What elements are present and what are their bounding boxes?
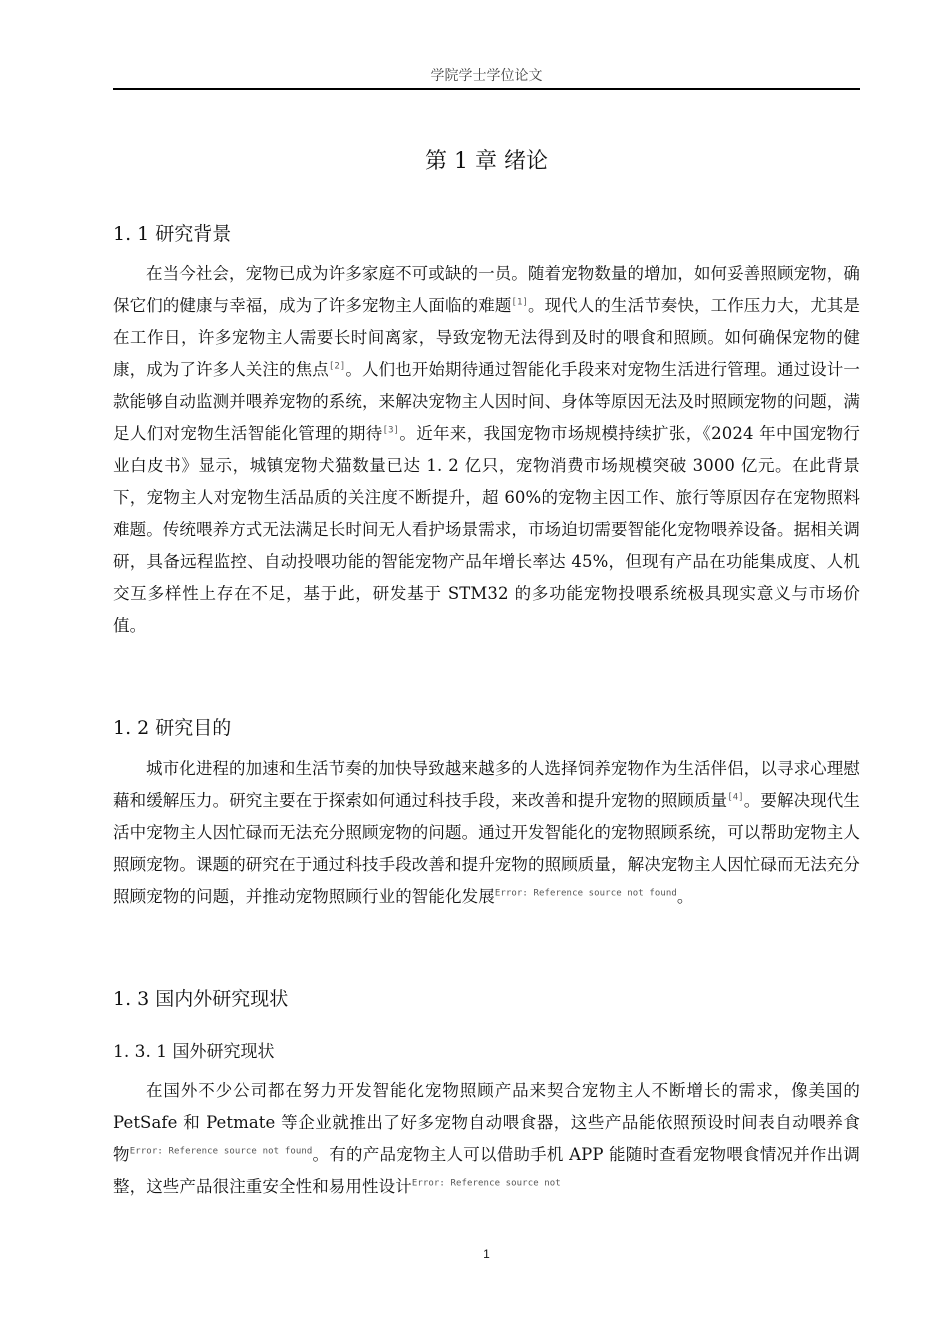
paragraph-foreign-research <box>113 1075 860 1203</box>
page-number: 1 <box>483 1247 490 1261</box>
paragraph-text: 。 <box>676 887 694 906</box>
section-heading-1-2: 1. 2 研究目的 <box>113 717 232 739</box>
section-heading-1-3: 1. 3 国内外研究现状 <box>113 988 289 1010</box>
citation-ref: [3] <box>382 425 400 436</box>
citation-ref: [4] <box>727 792 744 803</box>
citation-error-ref: Error: Reference source not <box>411 1178 561 1189</box>
paragraph-text: 城市化进程的加速和生活节奏的加快导致越来越多的人选择饲养宠物作为生活伴侣，以寻求心理慰藉和缓解压力。研究主要在于探索如何通过科技手段，来改善和提升宠物的照顾质量 <box>113 759 860 810</box>
subsection-heading-1-3-1: 1. 3. 1 国外研究现状 <box>113 1042 275 1062</box>
paragraph-text: 在国外不少公司都在努力开发智能化宠物照顾产品来契合宠物主人不断增长的需求，像美国的 PetSafe 和 Petmate 等企业就推出了好多宠物自动喂食器，这些产品能依照预设时间表自动喂养食物 <box>113 1081 860 1164</box>
paragraph-text: 。人们也开始期待通过智能化手段来对宠物生活进行管理。通过设计一款能够自动监测并喂养宠物的系统，来解决宠物主人因时间、身体等原因无法及时照顾宠物的问题，满足人们对宠物生活智能化管理的期待 <box>113 360 860 443</box>
running-header: 学院学士学位论文 <box>430 68 543 84</box>
paragraph-text: 。有的产品宠物主人可以借助手机 APP 能随时查看宠物喂食情况并作出调整，这些产品很注重安全性和易用性设计 <box>113 1145 861 1196</box>
paragraph-purpose <box>113 753 860 913</box>
paragraph-text: 在当今社会，宠物已成为许多家庭不可或缺的一员。随着宠物数量的增加，如何妥善照顾宠物，确保它们的健康与幸福，成为了许多宠物主人面临的难题 <box>113 264 860 315</box>
paragraph-text: 。要解决现代生活中宠物主人因忙碌而无法充分照顾宠物的问题。通过开发智能化的宠物照顾系统，可以帮助宠物主人照顾宠物。课题的研究在于通过科技手段改善和提升宠物的照顾质量，解决宠物主人因忙碌而无法充分照顾宠物的问题，并推动宠物照顾行业的智能化发展 <box>113 791 861 906</box>
section-heading-1-1: 1. 1 研究背景 <box>113 223 232 245</box>
paragraph-background <box>113 258 860 642</box>
paragraph-text: 。近年来，我国宠物市场规模持续扩张，《2024 年中国宠物行业白皮书》显示，城镇宠物犬猫数量已达 1. 2 亿只，宠物消费市场规模突破 3000 亿元。在此背景下，宠物主人对宠物生活品质的关注度不断提升，超 60%的宠物主因工作、旅行等原因存在宠物照料难题。传统喂养方式无法满足长时间无人看护场景需求，市场迫切需要智能化宠物喂养设备。据相关调研，具备远程监控、自动投喂功能的智能宠物产品年增长率达 45%，但现有产品在功能集成度、人机交互多样性上存在不足，基于此，研发基于 STM32 的多功能宠物投喂系统极具现实意义与市场价值。 <box>113 424 860 635</box>
chapter-title: 第 1 章 绪论 <box>425 149 548 174</box>
paragraph-text: 。现代人的生活节奏快，工作压力大，尤其是在工作日，许多宠物主人需要长时间离家，导致宠物无法得到及时的喂食和照顾。如何确保宠物的健康，成为了许多人关注的焦点 <box>113 296 860 379</box>
citation-ref: [2] <box>328 361 346 372</box>
header-rule <box>113 88 860 90</box>
citation-error-ref: Error: Reference source not found <box>494 888 677 899</box>
citation-error-ref: Error: Reference source not found <box>129 1146 313 1157</box>
citation-ref: [1] <box>511 297 528 308</box>
